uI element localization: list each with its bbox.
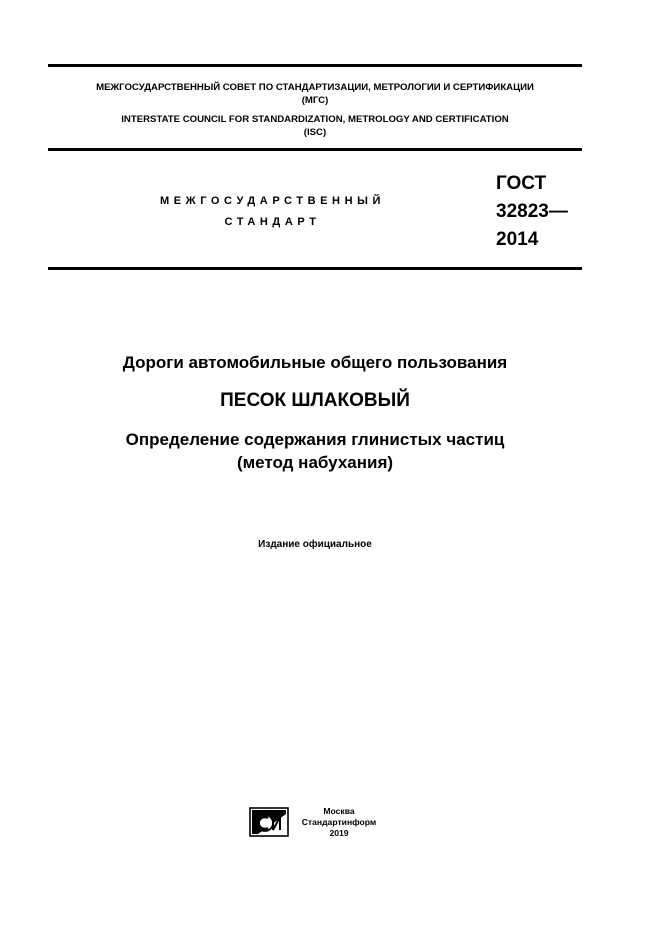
gost-label: ГОСТ <box>496 173 547 194</box>
council-name-ru <box>48 81 582 107</box>
publisher-year: 2019 <box>329 828 349 838</box>
gost-designation <box>496 170 568 254</box>
document-title-line1: Дороги автомобильные общего пользования <box>122 353 508 372</box>
document-title-main: ПЕСОК ШЛАКОВЫЙ <box>220 390 410 411</box>
standartinform-logo-icon <box>249 807 289 837</box>
bottom-rule <box>48 267 582 270</box>
gost-number: 32823— <box>496 201 568 222</box>
standard-type <box>120 191 425 233</box>
top-rule <box>48 64 582 67</box>
publisher-info <box>294 806 384 839</box>
publisher-name: Стандартинформ <box>301 817 377 827</box>
council-name-en <box>48 113 582 139</box>
publisher-city: Москва <box>323 806 355 816</box>
standard-type-line1: МЕЖГОСУДАРСТВЕННЫЙ <box>159 195 386 207</box>
council-name-en-line: INTERSTATE COUNCIL FOR STANDARDIZATION, METROLOGY AND CERTIFICATION <box>121 114 509 125</box>
document-title-line4: (метод набухания) <box>236 453 394 472</box>
middle-rule <box>48 148 582 151</box>
edition-label: Издание официальное <box>258 539 372 550</box>
document-title-line3: Определение содержания глинистых частиц <box>125 430 505 449</box>
standard-type-line2: СТАНДАРТ <box>224 216 321 228</box>
council-abbr-en: (ISC) <box>303 127 327 138</box>
council-abbr-ru: (МГС) <box>301 95 329 106</box>
council-name-ru-line: МЕЖГОСУДАРСТВЕННЫЙ СОВЕТ ПО СТАНДАРТИЗАЦИИ, МЕТРОЛОГИИ И СЕРТИФИКАЦИИ <box>96 82 534 93</box>
gost-year: 2014 <box>496 229 539 250</box>
